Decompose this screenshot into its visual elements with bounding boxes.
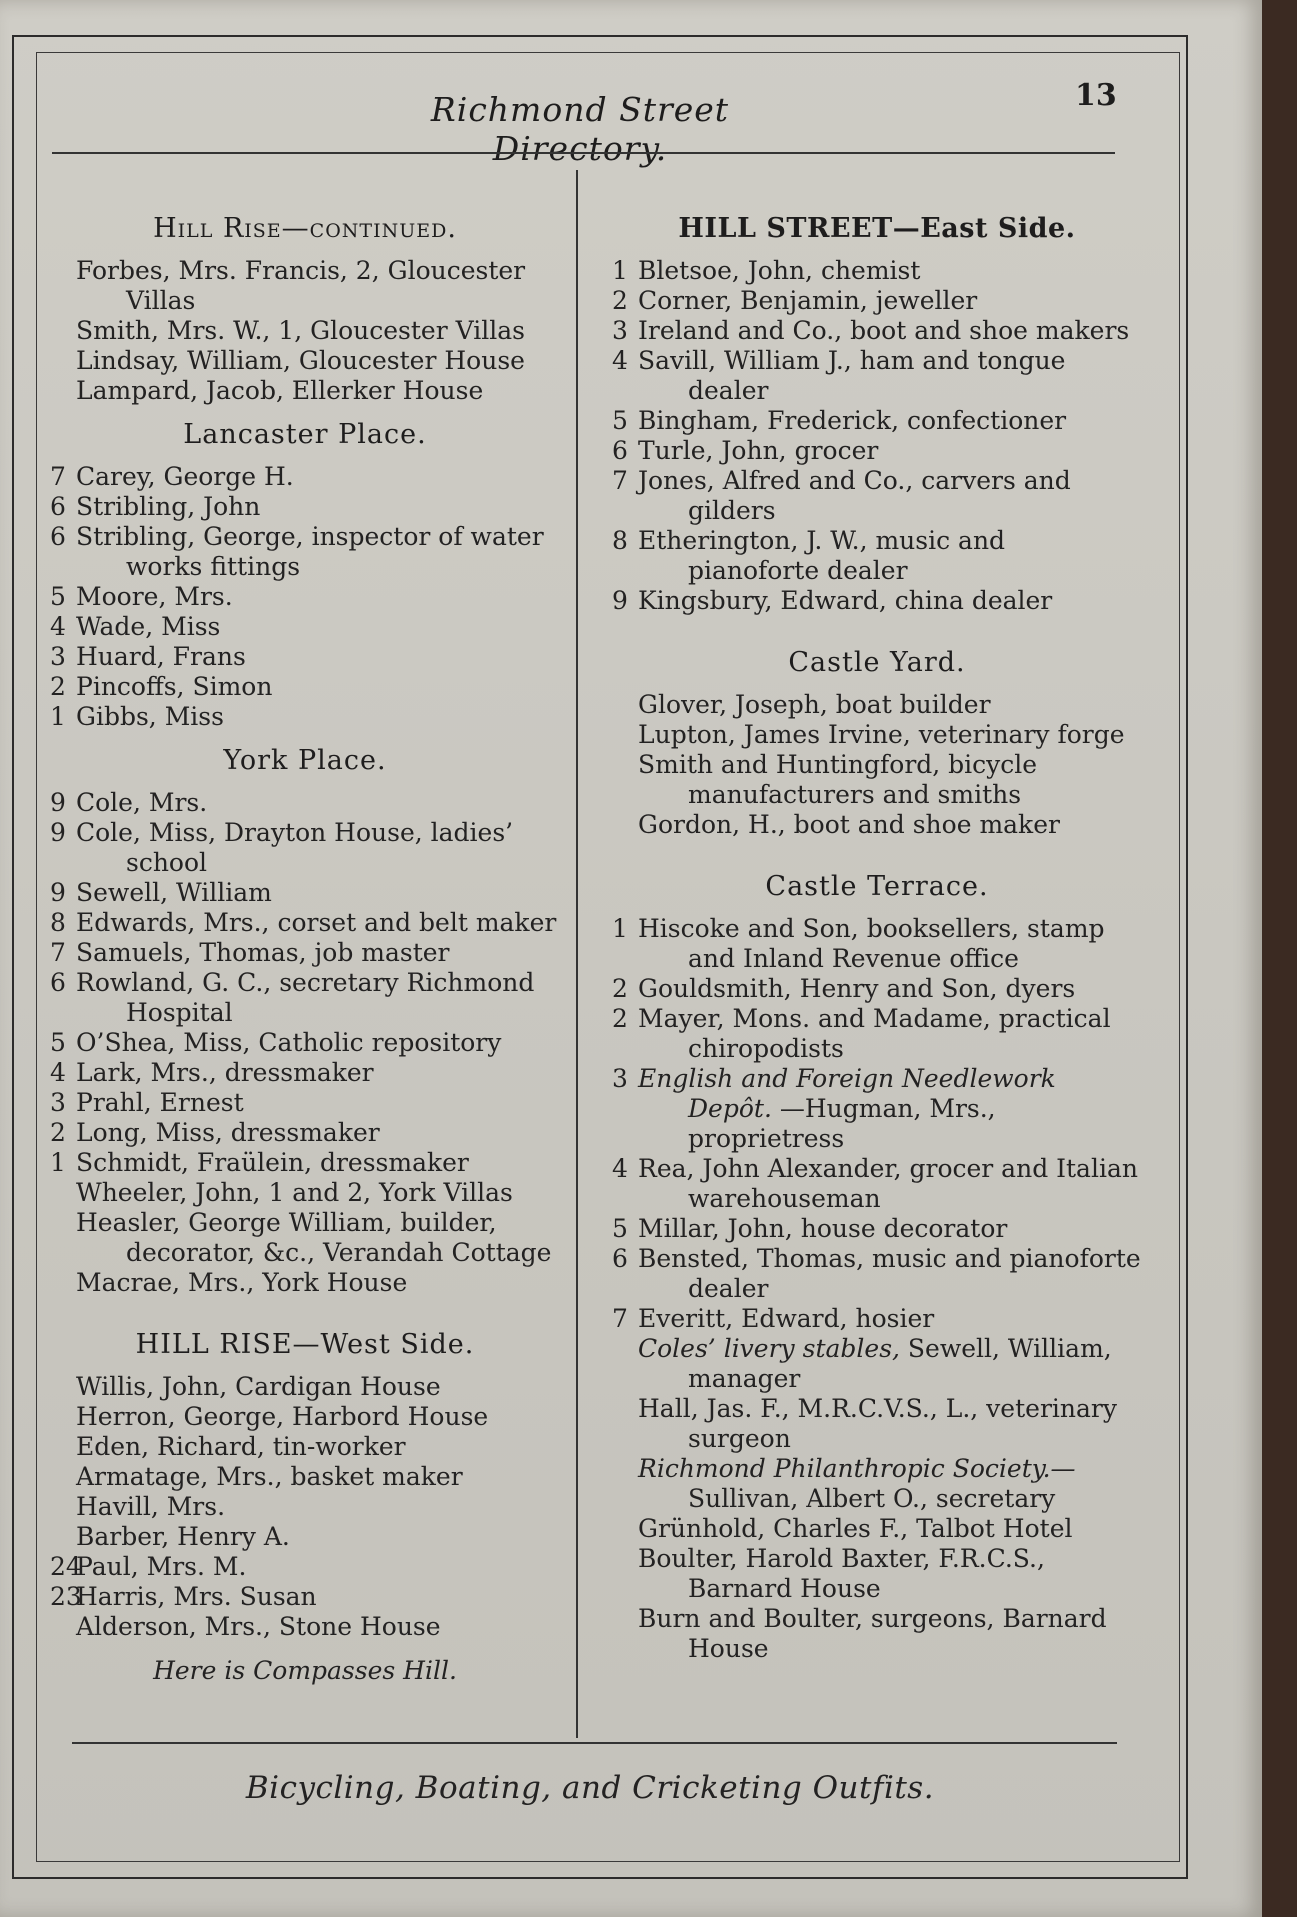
house-number (612, 690, 638, 720)
house-number (50, 1208, 76, 1268)
entry-text: Stribling, George, inspector of water works fittings (76, 522, 544, 581)
house-number: 5 (50, 582, 66, 611)
entry-text: Mayer, Mons. and Madame, practical chiropodists (638, 1004, 1111, 1063)
directory-entry (612, 1064, 1142, 1154)
directory-entry (50, 702, 560, 732)
directory-entry (50, 1148, 560, 1178)
entry-text: Lupton, James Irvine, veterinary forge (638, 720, 1125, 749)
house-number (50, 1402, 76, 1432)
entry-text: Gordon, H., boot and shoe maker (638, 810, 1060, 839)
directory-entry (612, 1514, 1142, 1544)
entry-text: Bletsoe, John, chemist (638, 256, 921, 285)
directory-entry (612, 914, 1142, 974)
house-number: 3 (612, 1064, 628, 1093)
entry-text: Ireland and Co., boot and shoe makers (638, 316, 1130, 345)
section-heading-hill-street: HILL STREET—East Side. (678, 213, 1076, 244)
entry-text: Richmond Philanthropic Society.— Sullivan, Albert O., secretary (638, 1454, 1076, 1513)
directory-entry (612, 1394, 1142, 1454)
entry-text: Jones, Alfred and Co., carvers and gilders (638, 466, 1071, 525)
entry-text: Hall, Jas. F., M.R.C.V.S., L., veterinary surgeon (638, 1394, 1117, 1453)
right-column (612, 200, 1142, 1664)
entry-text: Smith and Huntingford, bicycle manufacturers and smiths (638, 750, 1038, 809)
house-number: 2 (50, 1118, 66, 1147)
directory-entry (50, 462, 560, 492)
house-number (612, 720, 638, 750)
entry-text: Lampard, Jacob, Ellerker House (76, 376, 484, 405)
directory-entry (612, 256, 1142, 286)
directory-entry (612, 1244, 1142, 1304)
house-number: 1 (612, 256, 628, 285)
house-number: 8 (50, 908, 66, 937)
directory-entry (612, 1604, 1142, 1664)
entry-text: Cole, Mrs. (76, 788, 208, 817)
directory-entry (612, 406, 1142, 436)
column-divider (576, 170, 578, 1738)
section-heading-hill-rise-west: HILL RISE—West Side. (135, 1329, 475, 1360)
house-number: 9 (50, 818, 66, 847)
directory-entry (50, 1432, 560, 1462)
house-number: 5 (50, 1028, 66, 1057)
entry-text: Edwards, Mrs., corset and belt maker (76, 908, 557, 937)
entry-text: Alderson, Mrs., Stone House (76, 1612, 441, 1641)
house-number (50, 1462, 76, 1492)
directory-entry (50, 968, 560, 1028)
left-column (50, 200, 560, 1686)
directory-entry (50, 938, 560, 968)
directory-entry (612, 316, 1142, 346)
house-number: 5 (612, 406, 628, 435)
house-number: 9 (612, 586, 628, 615)
directory-entry (50, 1118, 560, 1148)
directory-entry (50, 522, 560, 582)
entry-text: Armatage, Mrs., basket maker (76, 1462, 463, 1491)
house-number: 3 (50, 1088, 66, 1117)
entry-text: Harris, Mrs. Susan (76, 1582, 317, 1611)
directory-entry (612, 720, 1142, 750)
entry-text: Huard, Frans (76, 642, 246, 671)
house-number: 2 (612, 1004, 628, 1033)
entry-text: Boulter, Harold Baxter, F.R.C.S., Barnard House (638, 1544, 1045, 1603)
entry-text: Samuels, Thomas, job master (76, 938, 450, 967)
header-rule (52, 152, 1115, 154)
footer-advert: Bicycling, Boating, and Cricketing Outfits. (245, 1770, 935, 1806)
directory-entry (50, 818, 560, 878)
directory-entry (612, 1154, 1142, 1214)
directory-entry (50, 492, 560, 522)
directory-entry (50, 1028, 560, 1058)
entry-text: Macrae, Mrs., York House (76, 1268, 408, 1297)
house-number (612, 1394, 638, 1454)
directory-entry (50, 788, 560, 818)
house-number: 7 (612, 1304, 628, 1333)
directory-entry (612, 1304, 1142, 1334)
entry-italic-prefix: Coles’ livery stables, (638, 1334, 908, 1363)
house-number: 4 (50, 612, 66, 641)
entry-text: Prahl, Ernest (76, 1088, 244, 1117)
entry-text: Rea, John Alexander, grocer and Italian warehouseman (638, 1154, 1138, 1213)
page-title: Richmond Street Directory. (430, 90, 730, 168)
house-number (612, 1604, 638, 1664)
entry-text: Eden, Richard, tin-worker (76, 1432, 406, 1461)
directory-entry (612, 1454, 1142, 1514)
entry-text: Wheeler, John, 1 and 2, York Villas (76, 1178, 513, 1207)
directory-entry (50, 1208, 560, 1268)
entry-text: Kingsbury, Edward, china dealer (638, 586, 1053, 615)
house-number (50, 1268, 76, 1298)
entry-text: Havill, Mrs. (76, 1492, 226, 1521)
entry-text: Wade, Miss (76, 612, 221, 641)
compasses-hill-note: Here is Compasses Hill. (153, 1656, 457, 1685)
directory-entry (612, 1544, 1142, 1604)
entry-text: Willis, John, Cardigan House (76, 1372, 441, 1401)
house-number (612, 1454, 638, 1514)
house-number (612, 1544, 638, 1604)
entry-text: Corner, Benjamin, jeweller (638, 286, 978, 315)
directory-entry (50, 612, 560, 642)
entry-text: Herron, George, Harbord House (76, 1402, 489, 1431)
entry-text: Savill, William J., ham and tongue dealer (638, 346, 1066, 405)
entry-text: Lindsay, William, Gloucester House (76, 346, 525, 375)
house-number: 24 (50, 1552, 82, 1581)
house-number (612, 750, 638, 810)
house-number (50, 1432, 76, 1462)
entry-text: Burn and Boulter, surgeons, Barnard House (638, 1604, 1107, 1663)
directory-entry (50, 1088, 560, 1118)
entry-text: Hiscoke and Son, booksellers, stamp and Inland Revenue office (638, 914, 1105, 973)
house-number (50, 1612, 76, 1642)
house-number: 3 (50, 642, 66, 671)
entry-text: Heasler, George William, builder, decorator, &c., Verandah Cottage (76, 1208, 552, 1267)
directory-entry (50, 582, 560, 612)
house-number: 6 (612, 436, 628, 465)
house-number (612, 810, 638, 840)
house-number: 2 (50, 672, 66, 701)
entry-text: Pincoffs, Simon (76, 672, 273, 701)
directory-entry (50, 1552, 560, 1582)
directory-entry (50, 1582, 560, 1612)
house-number (612, 1334, 638, 1394)
house-number: 2 (612, 974, 628, 1003)
directory-entry (50, 1522, 560, 1552)
house-number: 6 (50, 968, 66, 997)
house-number (50, 256, 76, 316)
section-heading-lancaster-place: Lancaster Place. (183, 419, 427, 450)
house-number: 4 (612, 346, 628, 375)
entry-italic-prefix: English and Foreign Needlework Depôt. (638, 1064, 1056, 1123)
entry-text: English and Foreign Needlework Depôt. —Hugman, Mrs., proprietress (638, 1064, 1056, 1153)
directory-entry (50, 1058, 560, 1088)
directory-entry (50, 1268, 560, 1298)
list-castle-yard (612, 690, 1142, 840)
directory-entry (50, 256, 560, 316)
entry-text: Stribling, John (76, 492, 261, 521)
directory-entry (50, 878, 560, 908)
directory-entry (50, 908, 560, 938)
entry-text: Rowland, G. C., secretary Richmond Hospital (76, 968, 535, 1027)
entry-text: Smith, Mrs. W., 1, Gloucester Villas (76, 316, 525, 345)
list-lancaster-place (50, 462, 560, 732)
entry-text: Gouldsmith, Henry and Son, dyers (638, 974, 1076, 1003)
section-heading-castle-yard: Castle Yard. (788, 647, 966, 678)
entry-text: Millar, John, house decorator (638, 1214, 1008, 1243)
directory-entry (50, 1372, 560, 1402)
directory-entry (50, 1462, 560, 1492)
entry-text: O’Shea, Miss, Catholic repository (76, 1028, 502, 1057)
house-number: 6 (612, 1244, 628, 1273)
list-york-place (50, 788, 560, 1298)
entry-italic-prefix: Richmond Philanthropic Society.— (638, 1454, 1076, 1483)
house-number: 4 (50, 1058, 66, 1087)
house-number: 4 (612, 1154, 628, 1183)
house-number: 2 (612, 286, 628, 315)
directory-entry (50, 1402, 560, 1432)
directory-entry (50, 346, 560, 376)
entry-text: Turle, John, grocer (638, 436, 879, 465)
house-number: 7 (612, 466, 628, 495)
house-number: 8 (612, 526, 628, 555)
entry-text: Bingham, Frederick, confectioner (638, 406, 1067, 435)
list-hill-rise-west (50, 1372, 560, 1642)
house-number: 6 (50, 522, 66, 551)
entry-text: Lark, Mrs., dressmaker (76, 1058, 374, 1087)
directory-entry (50, 1178, 560, 1208)
directory-entry (50, 316, 560, 346)
entry-text: Forbes, Mrs. Francis, 2, Gloucester Villas (76, 256, 526, 315)
entry-text: Bensted, Thomas, music and pianoforte dealer (638, 1244, 1141, 1303)
directory-entry (612, 974, 1142, 1004)
house-number (612, 1514, 638, 1544)
house-number: 9 (50, 788, 66, 817)
section-heading-york-place: York Place. (223, 745, 387, 776)
house-number (50, 1178, 76, 1208)
house-number: 1 (50, 1148, 66, 1177)
directory-entry (612, 346, 1142, 406)
entry-text: Coles’ livery stables, Sewell, William, manager (638, 1334, 1112, 1393)
entry-text: Paul, Mrs. M. (76, 1552, 247, 1581)
entry-text: Sewell, William (76, 878, 272, 907)
entry-text: Cole, Miss, Drayton House, ladies’ school (76, 818, 514, 877)
directory-entry (612, 690, 1142, 720)
directory-entry (50, 376, 560, 406)
entry-text: Schmidt, Fraülein, dressmaker (76, 1148, 469, 1177)
house-number: 6 (50, 492, 66, 521)
house-number (50, 376, 76, 406)
entry-text: Carey, George H. (76, 462, 294, 491)
house-number: 9 (50, 878, 66, 907)
entry-text: Moore, Mrs. (76, 582, 233, 611)
house-number (50, 316, 76, 346)
house-number: 5 (612, 1214, 628, 1243)
directory-entry (612, 586, 1142, 616)
house-number: 1 (612, 914, 628, 943)
house-number (50, 346, 76, 376)
house-number: 1 (50, 702, 66, 731)
directory-entry (612, 526, 1142, 586)
list-castle-terrace (612, 914, 1142, 1664)
directory-entry (50, 642, 560, 672)
directory-entry (612, 436, 1142, 466)
directory-entry (50, 1492, 560, 1522)
entry-text: Long, Miss, dressmaker (76, 1118, 380, 1147)
page-number: 13 (1075, 78, 1117, 113)
house-number: 3 (612, 316, 628, 345)
house-number (50, 1522, 76, 1552)
house-number (50, 1372, 76, 1402)
entry-text: Gibbs, Miss (76, 702, 224, 731)
footer-rule (72, 1742, 1117, 1744)
directory-entry (50, 1612, 560, 1642)
entry-text: Barber, Henry A. (76, 1522, 290, 1551)
directory-entry (612, 1004, 1142, 1064)
house-number: 23 (50, 1582, 82, 1611)
directory-entry (50, 672, 560, 702)
directory-entry (612, 1334, 1142, 1394)
entry-text: Everitt, Edward, hosier (638, 1304, 935, 1333)
directory-entry (612, 1214, 1142, 1244)
entry-text: Grünhold, Charles F., Talbot Hotel (638, 1514, 1073, 1543)
list-hill-street (612, 256, 1142, 616)
entry-text: Etherington, J. W., music and pianoforte dealer (638, 526, 1006, 585)
directory-entry (612, 810, 1142, 840)
house-number (50, 1492, 76, 1522)
entry-text: Glover, Joseph, boat builder (638, 690, 991, 719)
list-hill-rise-continued (50, 256, 560, 406)
house-number: 7 (50, 462, 66, 491)
directory-entry (612, 750, 1142, 810)
directory-entry (612, 466, 1142, 526)
directory-entry (612, 286, 1142, 316)
house-number: 7 (50, 938, 66, 967)
section-heading-hill-rise-continued: Hill Rise—continued. (153, 213, 457, 244)
section-heading-castle-terrace: Castle Terrace. (765, 871, 989, 902)
